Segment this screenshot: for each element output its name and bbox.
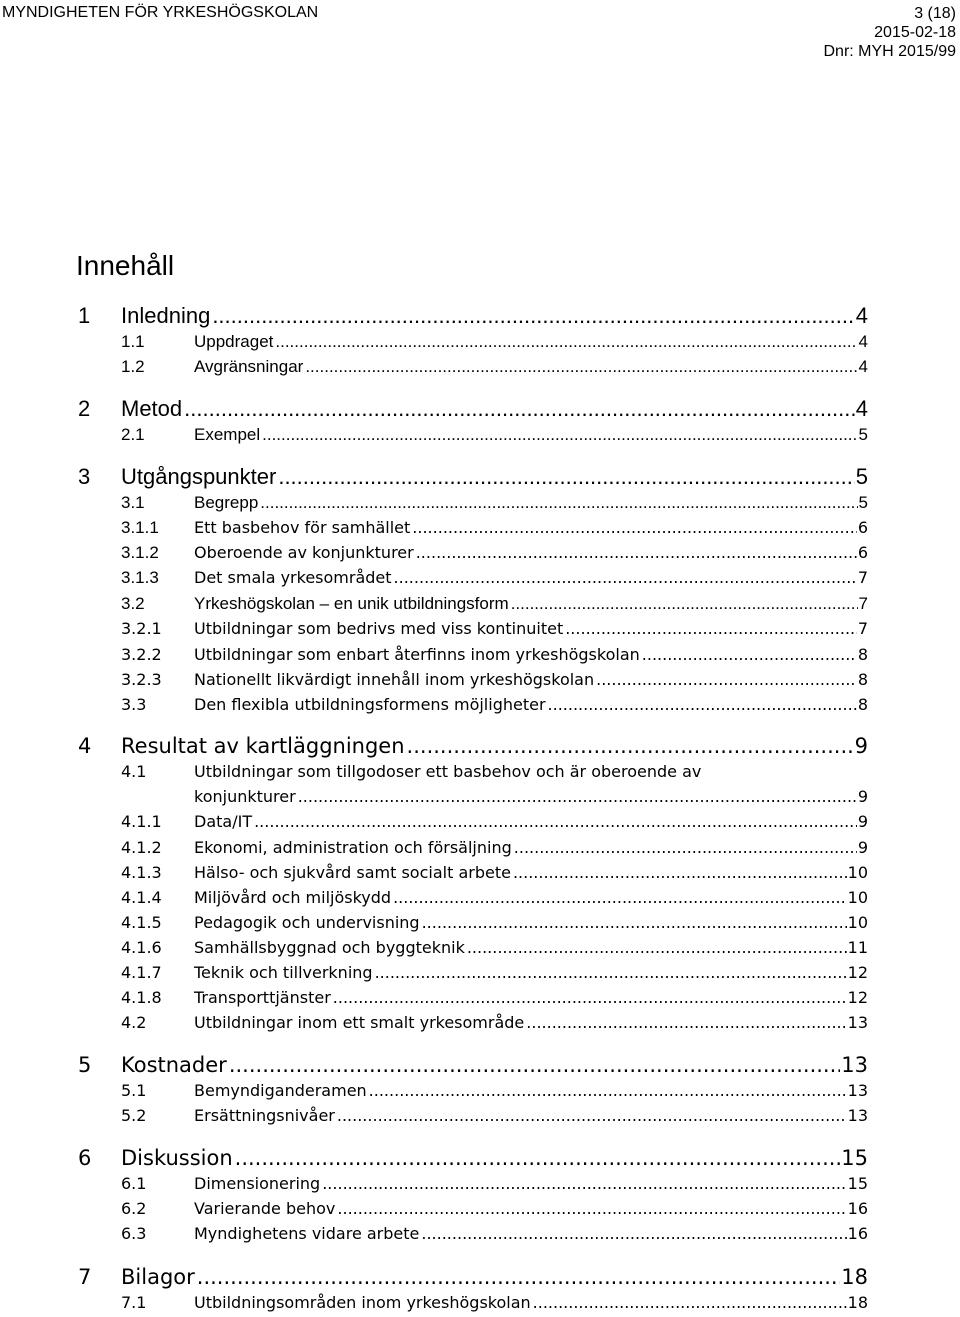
dot-leader xyxy=(254,812,857,832)
toc-entry-label: Avgränsningar xyxy=(194,357,304,376)
toc-entry-number: 4 xyxy=(78,734,92,758)
toc-entry-number: 4.2 xyxy=(121,1013,147,1032)
page-header-left xyxy=(2,4,318,22)
toc-entry-label: Nationellt likvärdigt innehåll inom yrkeshögskolan xyxy=(194,670,595,689)
dot-leader xyxy=(511,594,858,614)
toc-entry-label: Miljövård och miljöskydd xyxy=(194,888,392,907)
toc-entry-page: 10 xyxy=(847,913,868,932)
toc-entry-number: 4.1.6 xyxy=(121,938,162,957)
toc-entry-label: Hälso- och sjukvård samt socialt arbete xyxy=(194,863,511,882)
toc-entry-number: 4.1.8 xyxy=(121,988,162,1007)
toc-entry-label: Exempel xyxy=(194,425,261,444)
dot-leader xyxy=(393,888,847,908)
dot-leader xyxy=(375,963,847,983)
toc-entry-page: 16 xyxy=(847,1224,868,1243)
toc-entry-page: 6 xyxy=(857,518,868,537)
toc-entry-label: Begrepp xyxy=(194,493,259,512)
toc-entry-number: 4.1.1 xyxy=(121,812,162,831)
toc-entry-number: 3.2.3 xyxy=(121,670,162,689)
dot-leader xyxy=(305,357,857,377)
dot-leader xyxy=(407,733,854,759)
toc-entry-page: 15 xyxy=(847,1174,868,1193)
toc-entry-page: 5 xyxy=(855,464,868,489)
toc-entry-label: Ekonomi, administration och försäljning xyxy=(194,838,512,857)
toc-entry-number: 4.1.2 xyxy=(121,838,162,857)
toc-entry-number: 3.3 xyxy=(121,695,147,714)
toc-entry-label: Bilagor xyxy=(121,1265,195,1289)
dot-leader xyxy=(548,695,857,715)
toc-entry-label: Teknik och tillverkning xyxy=(194,963,373,982)
toc-entry-label: Myndighetens vidare arbete xyxy=(194,1224,420,1243)
toc-entry-page: 13 xyxy=(847,1013,868,1032)
toc-entry-page: 9 xyxy=(854,734,868,758)
toc-entry-page: 7 xyxy=(857,619,868,638)
toc-entry-label: Data/IT xyxy=(194,812,253,831)
toc-entry-label: Metod xyxy=(121,396,183,421)
toc-entry-page: 4 xyxy=(858,332,868,351)
toc-title: Innehåll xyxy=(76,250,175,281)
dot-leader xyxy=(298,787,857,807)
toc-entry-number: 7.1 xyxy=(121,1293,147,1312)
toc-entry-label: Inledning xyxy=(121,303,211,328)
toc-entry-page: 15 xyxy=(841,1146,868,1170)
dot-leader xyxy=(416,543,857,563)
toc-entry-page: 8 xyxy=(857,645,868,664)
toc-entry-page: 9 xyxy=(857,787,868,806)
dot-leader xyxy=(394,568,857,588)
toc-entry-number: 7 xyxy=(78,1265,92,1289)
toc-entry-number: 4.1.3 xyxy=(121,863,162,882)
dot-leader xyxy=(513,863,847,883)
toc-entry-number: 3.1.2 xyxy=(121,543,159,562)
toc-entry-number: 3.2.1 xyxy=(121,619,162,638)
dot-leader xyxy=(565,619,857,639)
toc-entry-label: Utgångspunkter xyxy=(121,464,277,489)
toc-entry-page: 9 xyxy=(857,838,868,857)
toc-entry-label: Uppdraget xyxy=(194,332,274,351)
toc-entry-page: 13 xyxy=(847,1081,868,1100)
dot-leader xyxy=(422,913,847,933)
toc-entry-page: 16 xyxy=(847,1199,868,1218)
toc-entry-label: Kostnader xyxy=(121,1053,227,1077)
toc-entry-page: 10 xyxy=(847,863,868,882)
toc-entry-label: Pedagogik och undervisning xyxy=(194,913,420,932)
dot-leader xyxy=(184,396,855,422)
toc-entry-number: 2.1 xyxy=(121,425,145,444)
dot-leader xyxy=(412,518,857,538)
toc-entry-page: 11 xyxy=(847,938,868,957)
toc-entry-page: 5 xyxy=(858,425,868,444)
toc-entry-label: Transporttjänster xyxy=(194,988,331,1007)
dot-leader xyxy=(337,1106,847,1126)
toc-entry-number: 4.1.5 xyxy=(121,913,162,932)
toc-entry-label: Bemyndiganderamen xyxy=(194,1081,367,1100)
toc-entry-page: 5 xyxy=(858,493,868,512)
dot-leader xyxy=(596,670,857,690)
toc-entry-label: Diskussion xyxy=(121,1146,233,1170)
toc-entry-number: 5 xyxy=(78,1053,92,1077)
agency-name: MYNDIGHETEN FÖR YRKESHÖGSKOLAN xyxy=(2,4,319,21)
dot-leader xyxy=(467,938,847,958)
toc-entry-label: konjunkturer xyxy=(194,787,296,806)
toc-entry-label: Yrkeshögskolan – en unik utbildningsform xyxy=(194,594,509,613)
dot-leader xyxy=(197,1264,841,1290)
toc-entry-label: Ersättningsnivåer xyxy=(194,1106,335,1125)
toc-entry-page: 13 xyxy=(841,1053,868,1077)
page-header-right xyxy=(823,4,956,61)
toc-entry-number: 5.2 xyxy=(121,1106,147,1125)
toc-entry-page: 8 xyxy=(857,670,868,689)
document-dnr: Dnr: MYH 2015/99 xyxy=(823,43,956,60)
toc-entry-page: 4 xyxy=(855,303,868,328)
toc-entry-number: 6.3 xyxy=(121,1224,147,1243)
document-date: 2015-02-18 xyxy=(874,24,956,41)
toc-entry-number: 5.1 xyxy=(121,1081,147,1100)
toc-entry-label: Utbildningar inom ett smalt yrkesområde xyxy=(194,1013,525,1032)
toc-entry-label: Varierande behov xyxy=(194,1199,336,1218)
toc-entry-page: 8 xyxy=(857,695,868,714)
toc-entry-page: 7 xyxy=(858,594,868,613)
toc-entry-label: Det smala yrkesområdet xyxy=(194,568,392,587)
dot-leader xyxy=(369,1081,847,1101)
toc-entry-label: Samhällsbyggnad och byggteknik xyxy=(194,938,465,957)
toc-entry-number: 3.1 xyxy=(121,493,145,512)
dot-leader xyxy=(337,1199,846,1219)
toc-entry-label: Ett basbehov för samhället xyxy=(194,518,411,537)
dot-leader xyxy=(642,645,857,665)
toc-entry-number: 1.1 xyxy=(121,332,145,351)
dot-leader xyxy=(533,1293,847,1313)
dot-leader xyxy=(421,1224,846,1244)
toc-entry-number: 3.1.1 xyxy=(121,518,159,537)
dot-leader xyxy=(262,425,857,445)
toc-entry-number: 6 xyxy=(78,1146,92,1170)
toc-entry-number: 4.1.4 xyxy=(121,888,162,907)
toc-entry-label: Utbildningar som bedrivs med viss kontinuitet xyxy=(194,619,564,638)
toc-entry-page: 12 xyxy=(847,963,868,982)
toc-entry-page: 6 xyxy=(857,543,868,562)
toc-entry-number: 2 xyxy=(78,396,91,421)
toc-entry-page: 18 xyxy=(847,1293,868,1312)
toc-entry-number: 3.2 xyxy=(121,594,145,613)
toc-entry-page: 4 xyxy=(858,357,868,376)
dot-leader xyxy=(322,1174,846,1194)
toc-entry-page: 18 xyxy=(841,1265,868,1289)
toc-entry-label: Resultat av kartläggningen xyxy=(121,734,405,758)
toc-entry-number: 3 xyxy=(78,464,91,489)
dot-leader xyxy=(260,493,857,513)
toc-entry-page: 13 xyxy=(847,1106,868,1125)
dot-leader xyxy=(229,1052,840,1078)
toc-entry-number: 6.1 xyxy=(121,1174,147,1193)
dot-leader xyxy=(212,303,854,329)
toc-entry-label: Dimensionering xyxy=(194,1174,321,1193)
dot-leader xyxy=(333,988,847,1008)
page-number: 3 (18) xyxy=(914,5,956,22)
toc-entry-number: 3.1.3 xyxy=(121,568,159,587)
toc-entry-page: 7 xyxy=(857,568,868,587)
toc-entry-number: 1 xyxy=(78,303,91,328)
dot-leader xyxy=(526,1013,846,1033)
toc-entry-number: 3.2.2 xyxy=(121,645,162,664)
toc-entry-label-line1: Utbildningar som tillgodoser ett basbehov och är oberoende av xyxy=(194,762,702,781)
toc-entry-page: 4 xyxy=(855,396,868,421)
toc-entry-page: 10 xyxy=(847,888,868,907)
toc-entry-number: 4.1.7 xyxy=(121,963,162,982)
toc-entry-number: 6.2 xyxy=(121,1199,147,1218)
toc-entry-label: Utbildningsområden inom yrkeshögskolan xyxy=(194,1293,531,1312)
toc-entry-label: Oberoende av konjunkturer xyxy=(194,543,414,562)
toc-entry-page: 12 xyxy=(847,988,868,1007)
toc-entry-number: 1.2 xyxy=(121,357,145,376)
dot-leader xyxy=(278,464,854,490)
toc-entry-page: 9 xyxy=(857,812,868,831)
dot-leader xyxy=(235,1145,841,1171)
dot-leader xyxy=(514,838,857,858)
toc-entry-number: 4.1 xyxy=(121,762,147,781)
toc-entry-label: Utbildningar som enbart återfinns inom yrkeshögskolan xyxy=(194,645,640,664)
toc-entry-label: Den flexibla utbildningsformens möjligheter xyxy=(194,695,546,714)
dot-leader xyxy=(275,332,857,352)
